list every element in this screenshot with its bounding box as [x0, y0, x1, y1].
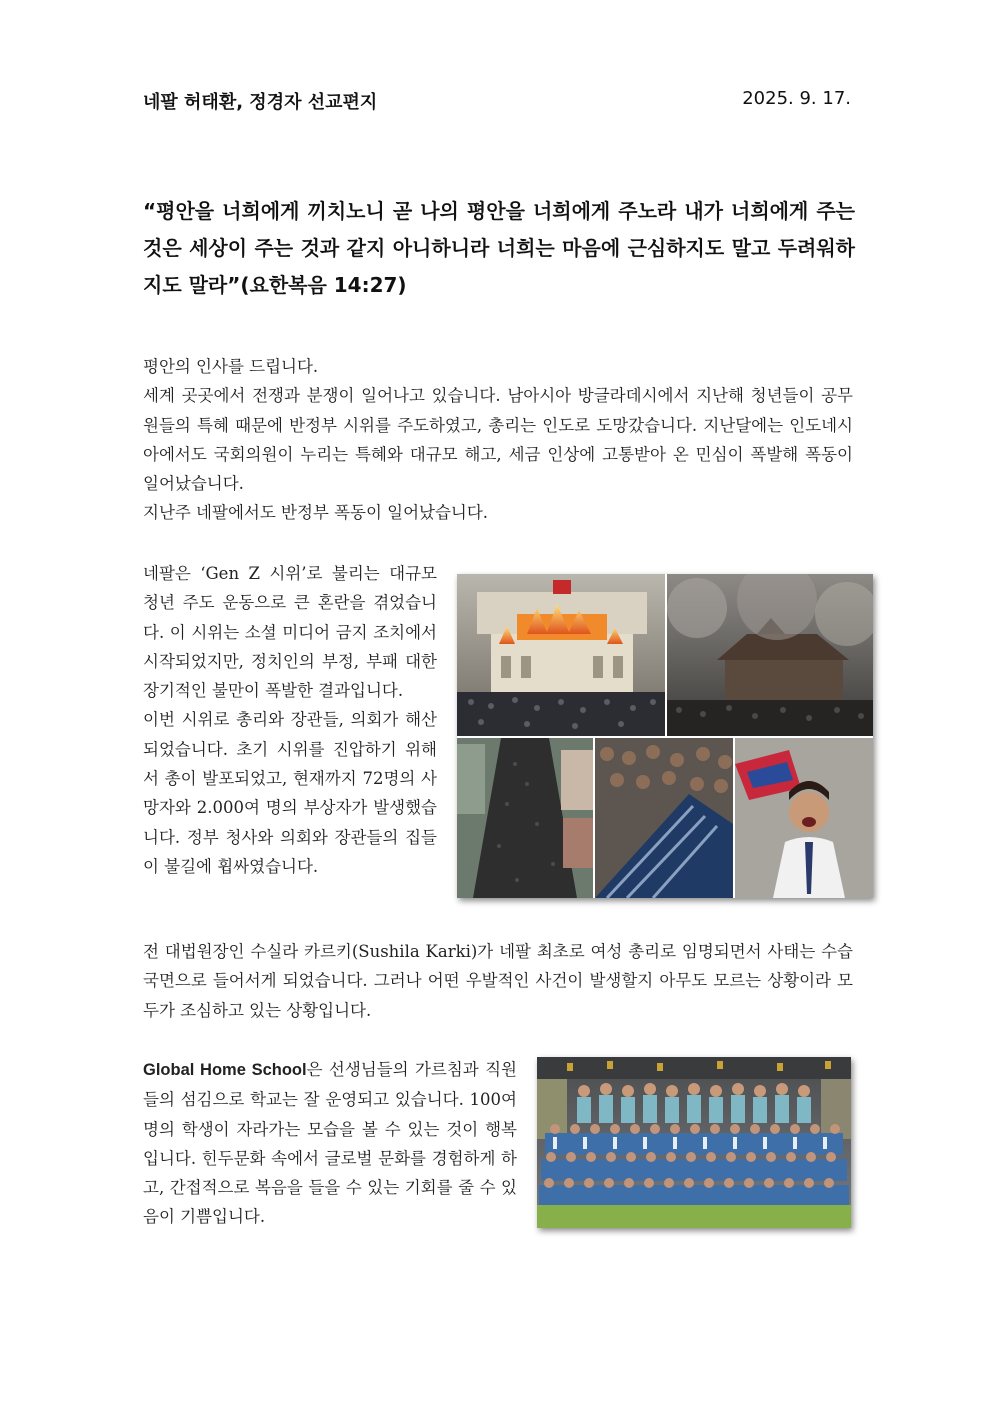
- nepal-riot-paragraph: 지난주 네팔에서도 반정부 폭동이 일어났습니다.: [143, 503, 489, 523]
- protest-photo-collage: [457, 574, 873, 898]
- letter-date: 2025. 9. 17.: [742, 88, 851, 109]
- barricade-crowd-photo: [595, 738, 733, 898]
- genz-paragraph-2: 이번 시위로 총리와 장관들, 의회가 해산되었습니다. 초기 시위를 진압하기 위해서 총이 발포되었고, 현재까지 72명의 사망자와 2.000여 명의 부상자가 발생했습니다. 정부 청사와 의회와 장관들의 집들이 불길에 휩싸였습니다.: [143, 710, 437, 876]
- letter-header: [143, 88, 851, 118]
- letter-title: 네팔 허태환, 정경자 선교편지: [143, 92, 378, 113]
- crowd-street-photo: [457, 738, 593, 898]
- world-conflict-paragraph: 세계 곳곳에서 전쟁과 분쟁이 일어나고 있습니다. 남아시아 방글라데시에서 지난해 청년들이 공무원들의 특혜 때문에 반정부 시위를 주도하였고, 총리는 인도로 도망갔습니다. 지난달에는 인도네시아에서도 국회의원이 누리는 특혜와 대규모 해고, 세금 인상에 고통받아 온 민심이 폭발해 폭동이 일어났습니다.: [143, 386, 853, 494]
- greeting: 평안의 인사를 드립니다.: [143, 357, 319, 376]
- flag-protester-photo: [735, 738, 873, 898]
- school-paragraph: [143, 1055, 517, 1232]
- smoke-parliament-photo: [667, 574, 873, 736]
- school-description: 은 선생님들의 가르침과 직원들의 섬김으로 학교는 잘 운영되고 있습니다. 100여 명의 학생이 자라가는 모습을 볼 수 있는 것이 행복입니다. 힌두문화 속에서 글로벌 문화를 경험하게 하고, 간접적으로 복음을 들을 수 있는 기회를 줄 수 있음이 기쁨입니다.: [143, 1060, 517, 1227]
- genz-section: [143, 559, 437, 881]
- genz-paragraph-1: 네팔은 ‘Gen Z 시위’로 불리는 대규모 청년 주도 운동으로 큰 혼란을 겪었습니다. 이 시위는 소셜 미디어 금지 조치에서 시작되었지만, 정치인의 부정, 부패 대한 장기적인 불만이 폭발한 결과입니다.: [143, 564, 437, 701]
- burning-building-photo: [457, 574, 665, 736]
- scripture-verse: “평안을 너희에게 끼치노니 곧 나의 평안을 너희에게 주노라 내가 너희에게 주는 것은 세상이 주는 것과 같지 아니하니라 너희는 마음에 근심하지도 말고 두려워하지도 말라”(요한복음 14:27): [143, 199, 855, 297]
- intro-section: [143, 352, 853, 528]
- school-group-photo: [537, 1057, 851, 1228]
- school-name: Global Home School: [143, 1061, 307, 1079]
- new-pm-paragraph: 전 대법원장인 수실라 카르키(Sushila Karki)가 네팔 최초로 여성 총리로 임명되면서 사태는 수습국면으로 들어서게 되었습니다. 그러나 어떤 우발적인 사건이 발생할지 아무도 모르는 상황이라 모두가 조심하고 있는 상황입니다.: [143, 942, 853, 1020]
